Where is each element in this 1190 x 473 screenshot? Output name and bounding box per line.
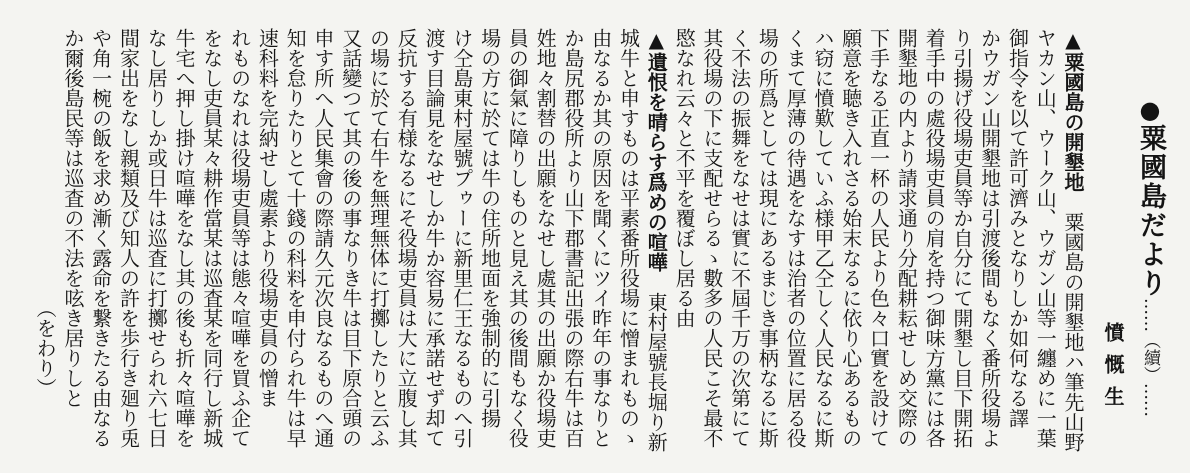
text-column: 下手なる正直一杯の人民より色々口實を設けて <box>866 28 891 448</box>
text-column: 由なるか其の原因を聞くにツイ昨年の事なりと <box>588 28 613 448</box>
column-text: 粟國島の開墾地ハ筆先山野 <box>1061 212 1085 452</box>
text-column: 着手中の處役場吏員の肩を持つ御味方黨には各 <box>922 28 947 448</box>
text-column: れものなれは役場吏員等は態々喧嘩を買ふ企て <box>227 28 252 448</box>
column-title <box>1128 96 1172 446</box>
text-column: か爾後島民等は巡査の不法を呟き居りしと <box>60 28 85 408</box>
text-column: ヤカン山、ウーク山、ウガン山等一纏めに一葉 <box>1033 28 1058 448</box>
text-column: 御指令を以て許可濟みとなりしか如何なる譯 <box>1005 28 1030 428</box>
text-column: 愍なれ云々と不平を覆ぼし居る由 <box>672 28 697 328</box>
text-column: 間家出をなし親類及び知人の許を歩行き廻り兎 <box>116 28 141 448</box>
text-column: 姓地々割替の出願をなせし處其の出願か役場吏 <box>533 28 558 448</box>
text-column: か島尻郡役所より山下郡書記出張の際右牛は百 <box>560 28 585 448</box>
text-column <box>642 28 670 460</box>
section-heading: ▲粟國島の開墾地 <box>1061 28 1085 192</box>
text-column: の場に於て右牛を無理無体に打擲したりと云ふ <box>366 28 391 448</box>
text-column: 反抗する有様なるにそ役場吏員は大に立腹し其 <box>394 28 419 448</box>
end-marker: （をわり） <box>33 298 58 398</box>
title-bullet-icon: ● <box>1136 96 1164 124</box>
text-column: 員の御氣に障りしものと見え其の後間もなく役 <box>505 28 530 448</box>
section-heading: ▲遺恨を晴らす爲めの喧嘩 <box>644 28 669 272</box>
text-column: くまて厚薄の待遇をなすは治者の位置に居る役 <box>783 28 808 448</box>
text-column: 其役場の下に支配せらるゝ數多の人民こそ最不 <box>699 28 724 448</box>
text-column <box>1058 28 1086 460</box>
text-column: かウガン山開墾地は引渡後間もなく番所役場よ <box>977 28 1002 448</box>
text-column: 場の方に於ては牛の住所地面を強制的に引揚 <box>477 28 502 428</box>
text-column: 知を怠りたりとて十錢の科料を申付られ牛は早 <box>283 28 308 448</box>
text-column: や角一椀の飯を求め漸く露命を繋きたる由なる <box>88 28 113 448</box>
text-column: 願意を聴き入れさる始末なるに依り心あるもの <box>838 28 863 448</box>
text-column: け仝島東村屋號プゥーに新里仁王なるものへ引 <box>449 28 474 448</box>
text-column: なし居りしか或日牛は巡査に打擲せられ六七日 <box>144 28 169 448</box>
text-column: をなし吏員某々耕作當某は巡査某を同行し新城 <box>199 28 224 448</box>
text-column: 牛宅へ押し掛け喧嘩をなし其の後も折々喧嘩を <box>172 28 196 448</box>
text-column: 渡す目論見をなせしか牛か容易に承諾せず却て <box>422 28 447 448</box>
continued-mark: ……（續）…… <box>1140 298 1160 417</box>
text-column: り引揚げ役場吏員等か自分にて開墾し目下開拓 <box>949 28 974 448</box>
text-column: 申す所へ人民集會の際請久元次良なるものへ通 <box>310 28 335 448</box>
column-text: 東村屋號長堀り新 <box>644 292 669 452</box>
text-column: く不法の振舞をなせは實に不屆千万の次第にて <box>727 28 752 448</box>
text-column: 又話變つて其の後の事なりき牛は目下原合頭の <box>338 28 363 448</box>
title-text: 粟國島だより <box>1135 124 1166 298</box>
article-body <box>30 28 1086 460</box>
text-column: 城牛と申すものは平素番所役場に憎まれものゝ <box>616 28 641 448</box>
text-column: ハ窃に憤歎していふ様甲乙仝しく人民なるに斯 <box>810 28 835 448</box>
text-column: 場の所爲としては現にあるまじき事柄なるに斯 <box>755 28 780 448</box>
text-column: 開墾地の内より請求通り分配耕耘せしめ交際の <box>894 28 919 448</box>
author-byline: 憤慨生 <box>1101 322 1125 418</box>
text-column: 速科料を完納せし處素より役場吏員の憎ま <box>255 28 280 408</box>
